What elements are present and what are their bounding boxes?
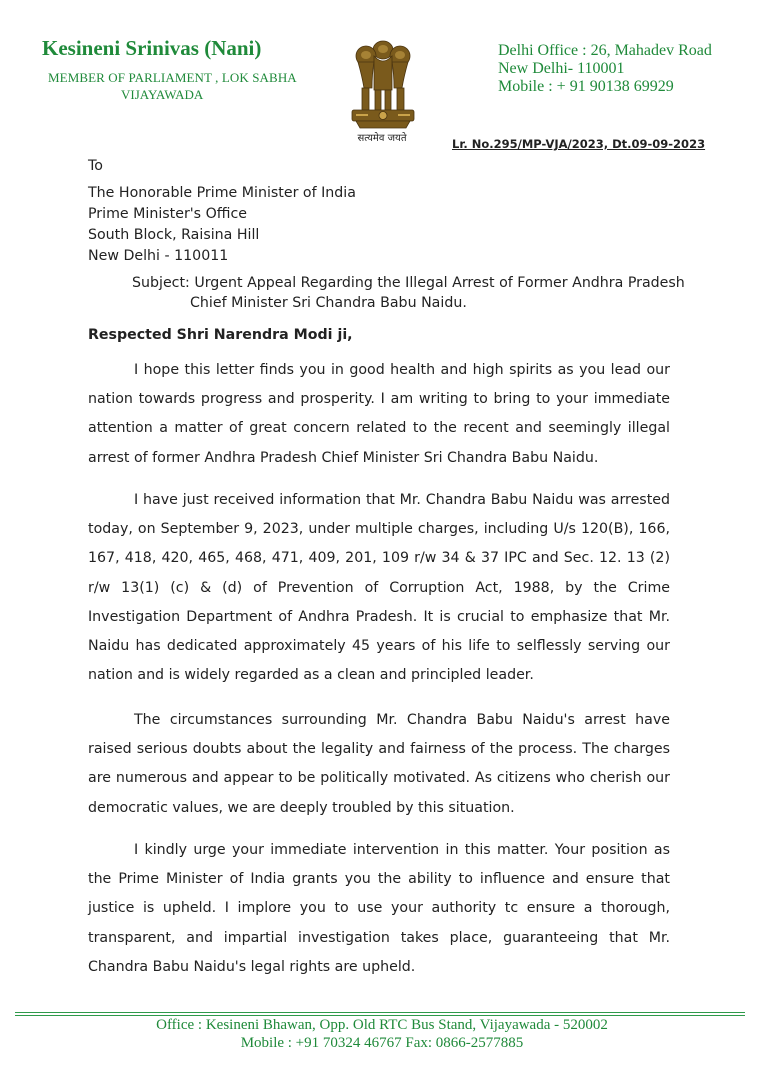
- recipient-line: The Honorable Prime Minister of India: [88, 185, 356, 201]
- body-paragraph: The circumstances surrounding Mr. Chandra Babu Naidu's arrest have raised serious doubts about the legality and fairness of the process. The charges are numerous and appear to be politically motivated. As citizens who cherish our democratic values, we are deeply troubled by this situation.: [88, 712, 670, 816]
- subject-line-continued: Chief Minister Sri Chandra Babu Naidu.: [190, 295, 467, 311]
- to-label: To: [88, 158, 103, 174]
- body-paragraph: I have just received information that Mr. Chandra Babu Naidu was arrested today, on September 9, 2023, under multiple charges, including U/s 120(B), 166, 167, 418, 420, 465, 468, 471, 409, 201, 109 r/w 34 & 37 IPC and Sec. 12. 13 (2) r/w 13(1) (c) & (d) of Prevention of Corruption Act, 1988, by the Crime Investigation Department of Andhra Pradesh. It is crucial to emphasize that Mr. Naidu has dedicated approximately 45 years of his life to selflessly serving our nation and is widely regarded as a clean and principled leader.: [88, 492, 670, 684]
- recipient-line: Prime Minister's Office: [88, 206, 247, 222]
- body-paragraph: I hope this letter finds you in good health and high spirits as you lead our nation towards progress and prosperity. I am writing to bring to your immediate attention a matter of great concern related to the recent and seemingly illegal arrest of former Andhra Pradesh Chief Minister Sri Chandra Babu Naidu.: [88, 362, 670, 466]
- body-paragraph: I kindly urge your immediate intervention in this matter. Your position as the Prime Minister of India grants you the ability to influence and ensure that justice is upheld. I implore you to use your authority tc ensure a thorough, transparent, and impartial investigation takes place, guaranteeing that Mr. Chandra Babu Naidu's legal rights are upheld.: [88, 842, 670, 975]
- delhi-office-mobile: Mobile : + 91 90138 69929: [498, 78, 674, 95]
- salutation: Respected Shri Narendra Modi ji,: [88, 327, 353, 343]
- footer-contact: Mobile : +91 70324 46767 Fax: 0866-2577885: [240, 1035, 524, 1051]
- footer-office-address: Office : Kesineni Bhawan, Opp. Old RTC Bus Stand, Vijayawada - 520002: [156, 1017, 608, 1033]
- letter-reference: Lr. No.295/MP-VJA/2023, Dt.09-09-2023: [452, 137, 706, 151]
- mp-designation: MEMBER OF PARLIAMENT , LOK SABHA: [48, 70, 297, 85]
- footer-divider: [15, 1015, 745, 1016]
- recipient-line: South Block, Raisina Hill: [88, 227, 260, 243]
- emblem-motto: सत्यमेव जयते: [357, 133, 407, 144]
- recipient-line: New Delhi - 110011: [88, 248, 229, 264]
- delhi-office-address: Delhi Office : 26, Mahadev Road: [498, 42, 712, 59]
- mp-name: Kesineni Srinivas (Nani): [42, 36, 262, 60]
- delhi-office-city: New Delhi- 110001: [498, 60, 625, 77]
- mp-constituency: VIJAYAWADA: [121, 87, 204, 102]
- subject-line: Subject: Urgent Appeal Regarding the Illegal Arrest of Former Andhra Pradesh: [132, 275, 685, 291]
- footer-divider: [15, 1012, 745, 1013]
